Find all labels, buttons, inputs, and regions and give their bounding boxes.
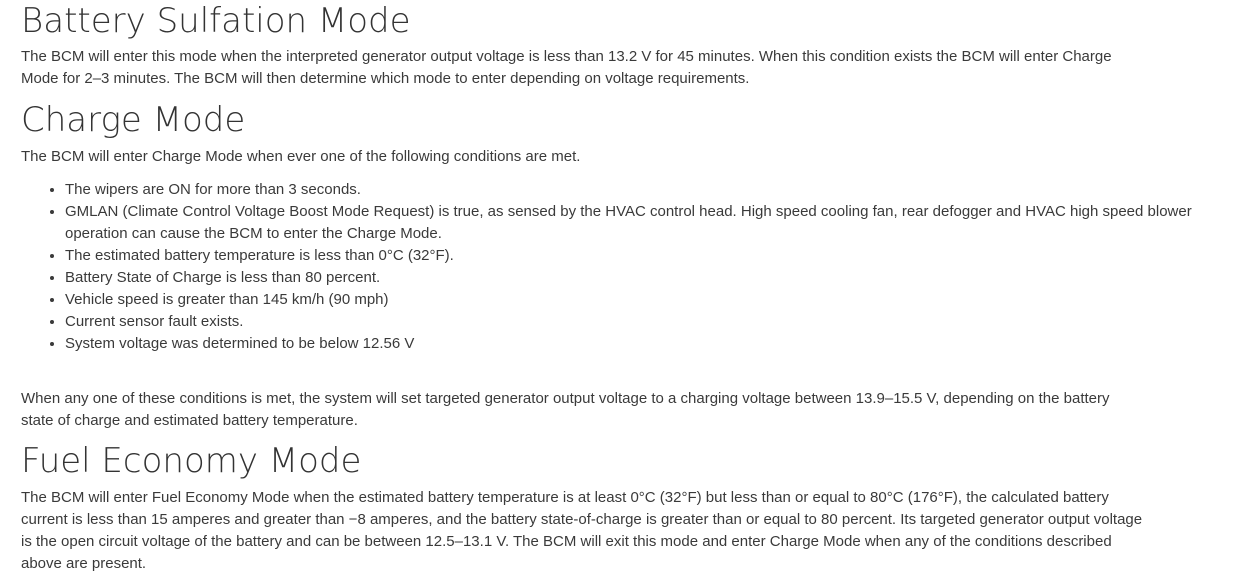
section-intro-charge-mode: The BCM will enter Charge Mode when ever one of the following conditions are met. bbox=[21, 148, 581, 165]
list-item: • Current sensor fault exists. bbox=[65, 311, 1195, 333]
list-item: • System voltage was determined to be below 12.56 V bbox=[65, 333, 1195, 355]
section-outro-charge-mode: When any one of these conditions is met, the system will set targeted generator output voltage to a charging voltage between 13.9–15.5 V, depending on the battery state of charge and estimated battery temperature. bbox=[21, 390, 1110, 429]
list-item: • GMLAN (Climate Control Voltage Boost Mode Request) is true, as sensed by the HVAC control head. High speed cooling fan, rear defogger and HVAC high speed blower operation can cause the BCM to enter the Charge Mode. bbox=[65, 201, 1195, 245]
list-item: • Battery State of Charge is less than 80 percent. bbox=[65, 267, 1195, 289]
list-item: • The estimated battery temperature is less than 0°C (32°F). bbox=[65, 245, 1195, 267]
section-heading-fuel-economy-mode: Fuel Economy Mode bbox=[21, 441, 362, 481]
section-paragraph-battery-sulfation-mode: The BCM will enter this mode when the interpreted generator output voltage is less than 13.2 V for 45 minutes. When this condition exists the BCM will enter Charge Mode for 2–3 minutes. The BCM will then determine which mode to enter depending on voltage requirements. bbox=[21, 48, 1112, 87]
charge-mode-conditions-list bbox=[21, 179, 1195, 355]
list-item: • The wipers are ON for more than 3 seconds. bbox=[65, 179, 1195, 201]
list-item: • Vehicle speed is greater than 145 km/h (90 mph) bbox=[65, 289, 1195, 311]
section-paragraph-fuel-economy-mode: The BCM will enter Fuel Economy Mode when the estimated battery temperature is at least 0°C (32°F) but less than or equal to 80°C (176°F), the calculated battery current is less than 15 amperes and greater than −8 amperes, and the battery state-of-charge is greater than or equal to 80 percent. Its targeted generator output voltage is the open circuit voltage of the battery and can be between 12.5–13.1 V. The BCM will exit this mode and enter Charge Mode when any of the conditions described above are present. bbox=[21, 489, 1143, 572]
section-heading-charge-mode: Charge Mode bbox=[21, 100, 246, 140]
section-heading-battery-sulfation-mode: Battery Sulfation Mode bbox=[21, 1, 411, 41]
